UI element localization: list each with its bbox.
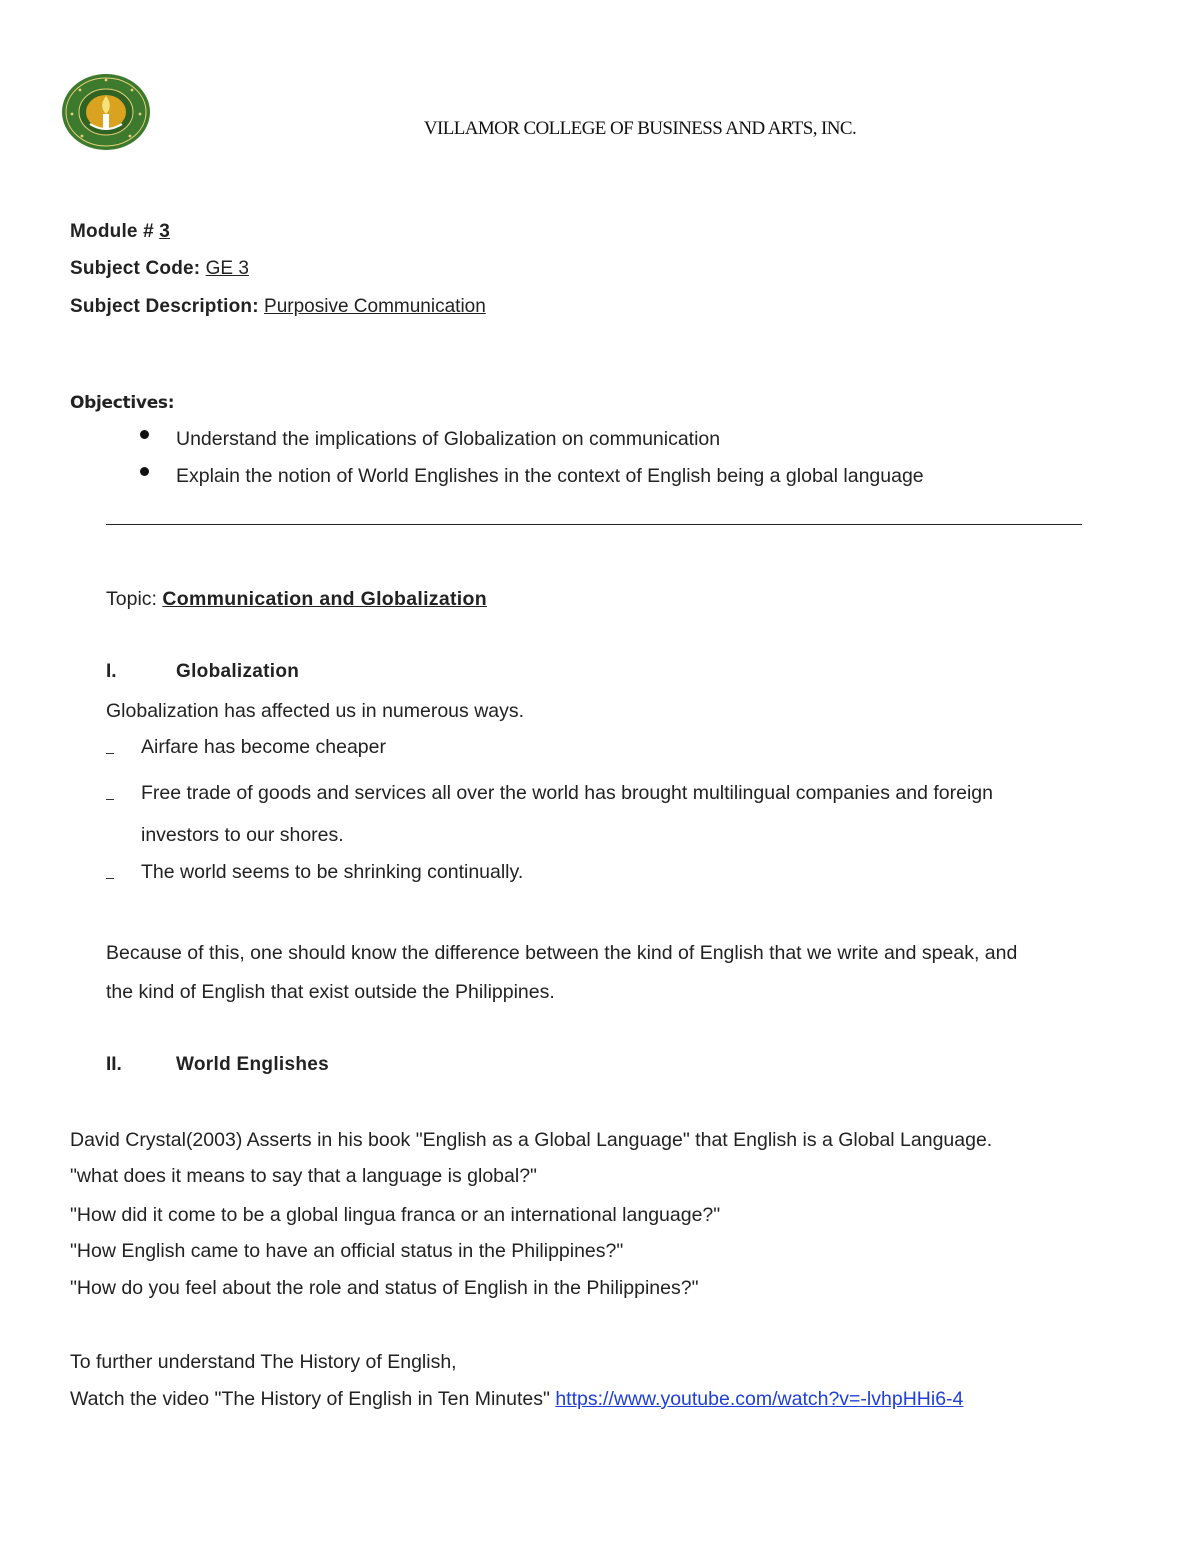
watch-video-row xyxy=(70,1388,963,1411)
question-line: "How do you feel about the role and status of English in the Philippines?" xyxy=(70,1277,699,1299)
subject-description-label: Subject Description: xyxy=(70,296,259,317)
bullet-icon xyxy=(140,430,149,439)
list-item: The world seems to be shrinking continually. xyxy=(141,861,524,883)
list-item: Free trade of goods and services all over the world has brought multilingual companies and foreign xyxy=(141,782,993,804)
globalization-intro: Globalization has affected us in numerous ways. xyxy=(106,700,525,722)
module-number-value: 3 xyxy=(159,221,170,242)
section-numeral: I. xyxy=(106,661,117,682)
dash-bullet-icon xyxy=(106,753,114,754)
further-understand-text: To further understand The History of English, xyxy=(70,1351,457,1373)
dash-bullet-icon xyxy=(106,878,114,879)
section-title-globalization: Globalization xyxy=(176,661,300,682)
globalization-conclusion: the kind of English that exist outside the Philippines. xyxy=(106,981,555,1003)
subject-description-row xyxy=(70,296,486,318)
list-item: Airfare has become cheaper xyxy=(141,736,386,758)
topic-row xyxy=(106,588,487,611)
subject-description-value: Purposive Communication xyxy=(264,296,486,317)
subject-code-row xyxy=(70,258,249,280)
subject-code-value: GE 3 xyxy=(205,258,249,279)
bullet-icon xyxy=(140,467,149,476)
college-seal-logo xyxy=(60,72,152,152)
objective-item: Explain the notion of World Englishes in the context of English being a global language xyxy=(176,465,924,487)
dash-bullet-icon xyxy=(106,799,114,800)
horizontal-divider xyxy=(106,524,1082,525)
topic-title: Communication and Globalization xyxy=(162,588,487,610)
globalization-conclusion: Because of this, one should know the difference between the kind of English that we write and speak, and xyxy=(106,942,1018,964)
question-line: "what does it means to say that a language is global?" xyxy=(70,1165,537,1187)
watch-video-text: Watch the video "The History of English in Ten Minutes" xyxy=(70,1388,556,1410)
module-number-row xyxy=(70,221,170,243)
paragraph-line: David Crystal(2003) Asserts in his book "English as a Global Language" that English is a Global Language. xyxy=(70,1129,993,1151)
topic-label: Topic: xyxy=(106,588,157,610)
question-line: "How did it come to be a global lingua franca or an international language?" xyxy=(70,1204,721,1226)
question-line: "How English came to have an official status in the Philippines?" xyxy=(70,1240,624,1262)
subject-code-label: Subject Code: xyxy=(70,258,201,279)
section-title-world-englishes: World Englishes xyxy=(176,1054,330,1075)
college-name: VILLAMOR COLLEGE OF BUSINESS AND ARTS, INC. xyxy=(423,118,857,139)
list-item-continuation: investors to our shores. xyxy=(141,824,344,846)
objectives-heading: Objectives: xyxy=(70,393,175,413)
section-numeral: II. xyxy=(106,1054,122,1075)
objective-item: Understand the implications of Globalization on communication xyxy=(176,428,721,450)
video-link[interactable]: https://www.youtube.com/watch?v=-lvhpHHi6-4 xyxy=(555,1388,964,1410)
module-number-label: Module # xyxy=(70,221,154,242)
